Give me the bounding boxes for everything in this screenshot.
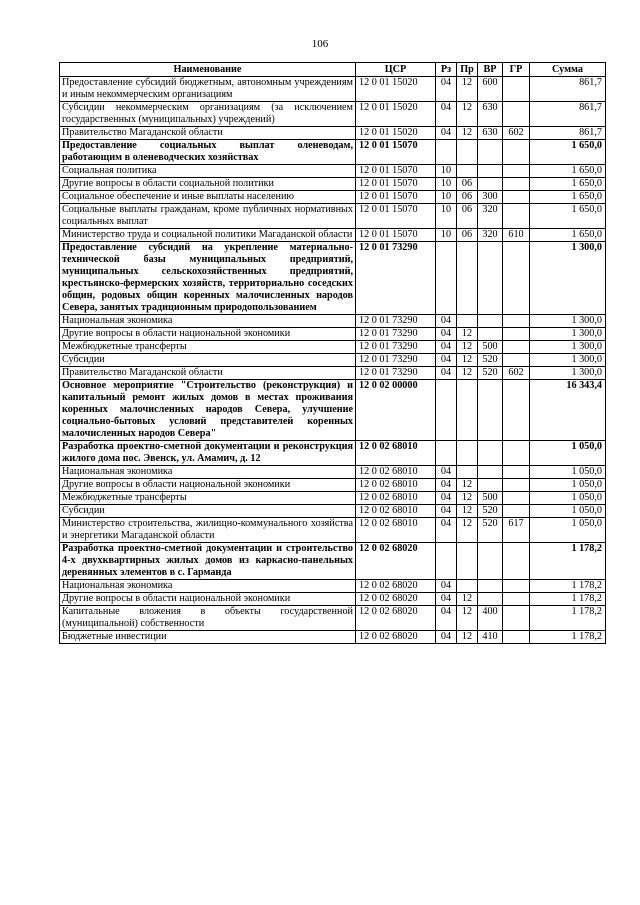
table-row — [60, 518, 606, 543]
cell-gr — [503, 505, 530, 518]
cell-sum: 1 650,0 — [530, 165, 606, 178]
cell-csr: 12 0 02 68020 — [356, 543, 436, 580]
cell-pr: 12 — [457, 341, 478, 354]
cell-sum: 1 178,2 — [530, 593, 606, 606]
cell-name: Социальная политика — [60, 165, 356, 178]
cell-vr — [478, 466, 503, 479]
cell-gr — [503, 165, 530, 178]
cell-name: Бюджетные инвестиции — [60, 631, 356, 644]
cell-gr — [503, 479, 530, 492]
cell-pr: 12 — [457, 518, 478, 543]
cell-sum: 1 650,0 — [530, 191, 606, 204]
table-row — [60, 441, 606, 466]
cell-rz: 04 — [436, 631, 457, 644]
cell-sum: 1 050,0 — [530, 492, 606, 505]
cell-vr: 520 — [478, 505, 503, 518]
cell-name: Правительство Магаданской области — [60, 367, 356, 380]
cell-name: Разработка проектно-сметной документации и строительство 4-х двухквартирных жилых домов из каркасно-панельных деревянных элементов в с. Гарманда — [60, 543, 356, 580]
cell-gr — [503, 466, 530, 479]
cell-sum: 1 300,0 — [530, 242, 606, 315]
cell-rz: 04 — [436, 505, 457, 518]
cell-gr — [503, 492, 530, 505]
cell-csr: 12 0 01 15020 — [356, 77, 436, 102]
cell-rz: 10 — [436, 165, 457, 178]
cell-csr: 12 0 01 15020 — [356, 127, 436, 140]
cell-gr — [503, 102, 530, 127]
cell-pr: 12 — [457, 492, 478, 505]
cell-gr — [503, 543, 530, 580]
cell-rz: 04 — [436, 492, 457, 505]
cell-vr — [478, 140, 503, 165]
cell-vr — [478, 479, 503, 492]
cell-vr — [478, 580, 503, 593]
cell-rz: 04 — [436, 77, 457, 102]
cell-vr: 520 — [478, 518, 503, 543]
cell-sum: 1 050,0 — [530, 466, 606, 479]
cell-pr: 12 — [457, 328, 478, 341]
cell-csr: 12 0 01 73290 — [356, 315, 436, 328]
cell-rz: 04 — [436, 580, 457, 593]
cell-vr: 320 — [478, 204, 503, 229]
cell-name: Национальная экономика — [60, 580, 356, 593]
cell-csr: 12 0 01 73290 — [356, 354, 436, 367]
cell-sum: 1 178,2 — [530, 606, 606, 631]
cell-pr: 12 — [457, 505, 478, 518]
cell-rz: 10 — [436, 229, 457, 242]
cell-vr — [478, 380, 503, 441]
cell-pr — [457, 466, 478, 479]
cell-rz — [436, 543, 457, 580]
cell-name: Другие вопросы в области социальной политики — [60, 178, 356, 191]
cell-vr: 410 — [478, 631, 503, 644]
cell-csr: 12 0 01 15020 — [356, 102, 436, 127]
cell-name: Предоставление субсидий бюджетным, автономным учреждениям и иным некоммерческим организациям — [60, 77, 356, 102]
cell-vr — [478, 543, 503, 580]
cell-vr: 630 — [478, 127, 503, 140]
cell-pr: 12 — [457, 631, 478, 644]
cell-gr — [503, 242, 530, 315]
cell-rz — [436, 242, 457, 315]
cell-sum: 861,7 — [530, 127, 606, 140]
cell-rz: 04 — [436, 315, 457, 328]
table-row — [60, 77, 606, 102]
cell-name: Другие вопросы в области национальной экономики — [60, 593, 356, 606]
table-row — [60, 367, 606, 380]
cell-sum: 1 050,0 — [530, 518, 606, 543]
cell-gr — [503, 441, 530, 466]
cell-name: Правительство Магаданской области — [60, 127, 356, 140]
table-row — [60, 242, 606, 315]
cell-pr: 12 — [457, 479, 478, 492]
cell-name: Предоставление социальных выплат оленеводам, работающим в оленеводческих хозяйствах — [60, 140, 356, 165]
table-row — [60, 102, 606, 127]
cell-pr — [457, 242, 478, 315]
page-number: 106 — [311, 38, 329, 50]
cell-vr: 320 — [478, 229, 503, 242]
cell-name: Предоставление субсидий на укрепление материально-технической базы муниципальных предприятий, муниципальных сельскохозяйственных предприятий, крестьянско-фермерских хозяйств, территориально соседских общин, родовых общин коренных малочисленных народов Севера, занятых традиционным природопользованием — [60, 242, 356, 315]
cell-vr: 300 — [478, 191, 503, 204]
cell-sum: 1 650,0 — [530, 178, 606, 191]
cell-name: Капитальные вложения в объекты государственной (муниципальной) собственности — [60, 606, 356, 631]
cell-csr: 12 0 01 15070 — [356, 178, 436, 191]
cell-gr — [503, 580, 530, 593]
table-row — [60, 328, 606, 341]
cell-csr: 12 0 01 73290 — [356, 328, 436, 341]
table-row — [60, 204, 606, 229]
cell-pr — [457, 315, 478, 328]
cell-csr: 12 0 02 68020 — [356, 606, 436, 631]
cell-rz: 04 — [436, 593, 457, 606]
cell-name: Разработка проектно-сметной документации и реконструкция жилого дома пос. Эвенск, ул. Амамич, д. 12 — [60, 441, 356, 466]
cell-pr — [457, 165, 478, 178]
table-row — [60, 543, 606, 580]
table-row — [60, 593, 606, 606]
table-row — [60, 466, 606, 479]
header-csr: ЦСР — [356, 63, 436, 77]
cell-name: Межбюджетные трансферты — [60, 492, 356, 505]
cell-sum: 1 050,0 — [530, 505, 606, 518]
cell-name: Социальное обеспечение и иные выплаты населению — [60, 191, 356, 204]
cell-csr: 12 0 02 68010 — [356, 492, 436, 505]
header-gr: ГР — [503, 63, 530, 77]
cell-gr: 617 — [503, 518, 530, 543]
cell-vr: 500 — [478, 341, 503, 354]
table-row — [60, 492, 606, 505]
table-row — [60, 178, 606, 191]
cell-rz: 04 — [436, 479, 457, 492]
table-row — [60, 580, 606, 593]
table-row — [60, 505, 606, 518]
cell-gr: 602 — [503, 367, 530, 380]
header-rz: Рз — [436, 63, 457, 77]
cell-rz: 04 — [436, 466, 457, 479]
cell-csr: 12 0 02 68020 — [356, 631, 436, 644]
cell-pr: 06 — [457, 191, 478, 204]
table-row — [60, 315, 606, 328]
cell-rz: 10 — [436, 204, 457, 229]
cell-name: Социальные выплаты гражданам, кроме публичных нормативных социальных выплат — [60, 204, 356, 229]
cell-gr — [503, 341, 530, 354]
cell-rz: 04 — [436, 127, 457, 140]
cell-sum: 861,7 — [530, 77, 606, 102]
cell-vr — [478, 165, 503, 178]
cell-pr — [457, 580, 478, 593]
cell-gr — [503, 606, 530, 631]
cell-csr: 12 0 02 68020 — [356, 593, 436, 606]
cell-vr: 600 — [478, 77, 503, 102]
cell-name: Субсидии — [60, 505, 356, 518]
cell-gr — [503, 631, 530, 644]
cell-sum: 1 650,0 — [530, 229, 606, 242]
cell-rz: 04 — [436, 606, 457, 631]
cell-rz: 04 — [436, 518, 457, 543]
cell-sum: 1 650,0 — [530, 204, 606, 229]
cell-gr — [503, 328, 530, 341]
cell-name: Министерство строительства, жилищно-коммунального хозяйства и энергетики Магаданской области — [60, 518, 356, 543]
cell-name: Национальная экономика — [60, 315, 356, 328]
cell-pr — [457, 380, 478, 441]
cell-name: Межбюджетные трансферты — [60, 341, 356, 354]
cell-pr — [457, 441, 478, 466]
cell-sum: 1 300,0 — [530, 354, 606, 367]
cell-csr: 12 0 02 68010 — [356, 441, 436, 466]
cell-csr: 12 0 01 73290 — [356, 242, 436, 315]
table-row — [60, 606, 606, 631]
cell-csr: 12 0 02 68010 — [356, 518, 436, 543]
cell-pr: 06 — [457, 204, 478, 229]
cell-name: Основное мероприятие "Строительство (реконструкция) и капитальный ремонт жилых домов в местах проживания коренных малочисленных народов Севера, улучшение социально-бытовых условий представителей коренных малочисленных народов Севера" — [60, 380, 356, 441]
cell-sum: 1 050,0 — [530, 441, 606, 466]
cell-sum: 1 178,2 — [530, 631, 606, 644]
cell-sum: 1 300,0 — [530, 367, 606, 380]
cell-vr: 520 — [478, 367, 503, 380]
cell-gr — [503, 354, 530, 367]
cell-rz: 04 — [436, 102, 457, 127]
cell-rz: 10 — [436, 178, 457, 191]
header-name: Наименование — [60, 63, 356, 77]
table-row — [60, 127, 606, 140]
table-row — [60, 229, 606, 242]
cell-vr: 630 — [478, 102, 503, 127]
cell-vr: 520 — [478, 354, 503, 367]
table-row — [60, 380, 606, 441]
cell-sum: 1 300,0 — [530, 341, 606, 354]
table-row — [60, 354, 606, 367]
cell-csr: 12 0 01 15070 — [356, 204, 436, 229]
cell-rz: 04 — [436, 354, 457, 367]
cell-rz: 04 — [436, 367, 457, 380]
cell-rz — [436, 140, 457, 165]
cell-name: Субсидии некоммерческим организациям (за исключением государственных (муниципальных) учреждений) — [60, 102, 356, 127]
cell-gr: 602 — [503, 127, 530, 140]
cell-csr: 12 0 01 15070 — [356, 140, 436, 165]
cell-csr: 12 0 01 15070 — [356, 229, 436, 242]
cell-vr — [478, 178, 503, 191]
cell-gr — [503, 140, 530, 165]
cell-pr: 12 — [457, 593, 478, 606]
cell-sum: 1 178,2 — [530, 543, 606, 580]
cell-csr: 12 0 01 73290 — [356, 367, 436, 380]
cell-name: Другие вопросы в области национальной экономики — [60, 479, 356, 492]
header-vr: ВР — [478, 63, 503, 77]
cell-pr: 06 — [457, 229, 478, 242]
cell-gr — [503, 204, 530, 229]
cell-pr: 12 — [457, 102, 478, 127]
cell-vr — [478, 242, 503, 315]
cell-gr — [503, 315, 530, 328]
cell-vr — [478, 315, 503, 328]
cell-pr — [457, 140, 478, 165]
cell-vr: 400 — [478, 606, 503, 631]
cell-rz — [436, 380, 457, 441]
cell-gr — [503, 380, 530, 441]
cell-csr: 12 0 01 15070 — [356, 165, 436, 178]
cell-gr — [503, 593, 530, 606]
cell-name: Национальная экономика — [60, 466, 356, 479]
cell-pr — [457, 543, 478, 580]
cell-gr — [503, 191, 530, 204]
cell-csr: 12 0 01 73290 — [356, 341, 436, 354]
cell-pr: 12 — [457, 606, 478, 631]
cell-rz: 10 — [436, 191, 457, 204]
cell-csr: 12 0 02 68010 — [356, 466, 436, 479]
cell-sum: 1 650,0 — [530, 140, 606, 165]
cell-name: Субсидии — [60, 354, 356, 367]
cell-sum: 1 178,2 — [530, 580, 606, 593]
cell-rz: 04 — [436, 328, 457, 341]
table-row — [60, 631, 606, 644]
cell-rz: 04 — [436, 341, 457, 354]
cell-pr: 06 — [457, 178, 478, 191]
cell-pr: 12 — [457, 367, 478, 380]
budget-table — [59, 62, 606, 644]
cell-vr: 500 — [478, 492, 503, 505]
header-pr: Пр — [457, 63, 478, 77]
cell-csr: 12 0 02 00000 — [356, 380, 436, 441]
header-sum: Сумма — [530, 63, 606, 77]
cell-sum: 16 343,4 — [530, 380, 606, 441]
cell-csr: 12 0 02 68010 — [356, 505, 436, 518]
cell-name: Другие вопросы в области национальной экономики — [60, 328, 356, 341]
table-row — [60, 479, 606, 492]
cell-sum: 1 050,0 — [530, 479, 606, 492]
cell-csr: 12 0 02 68010 — [356, 479, 436, 492]
cell-vr — [478, 593, 503, 606]
cell-sum: 1 300,0 — [530, 315, 606, 328]
cell-vr — [478, 441, 503, 466]
cell-gr — [503, 178, 530, 191]
cell-sum: 1 300,0 — [530, 328, 606, 341]
cell-csr: 12 0 02 68020 — [356, 580, 436, 593]
table-row — [60, 191, 606, 204]
cell-rz — [436, 441, 457, 466]
table-row — [60, 165, 606, 178]
cell-name: Министерство труда и социальной политики Магаданской области — [60, 229, 356, 242]
table-row — [60, 140, 606, 165]
table-row — [60, 341, 606, 354]
cell-csr: 12 0 01 15070 — [356, 191, 436, 204]
cell-pr: 12 — [457, 127, 478, 140]
cell-vr — [478, 328, 503, 341]
cell-pr: 12 — [457, 77, 478, 102]
cell-gr — [503, 77, 530, 102]
cell-pr: 12 — [457, 354, 478, 367]
table-header-row — [60, 63, 606, 77]
cell-sum: 861,7 — [530, 102, 606, 127]
cell-gr: 610 — [503, 229, 530, 242]
